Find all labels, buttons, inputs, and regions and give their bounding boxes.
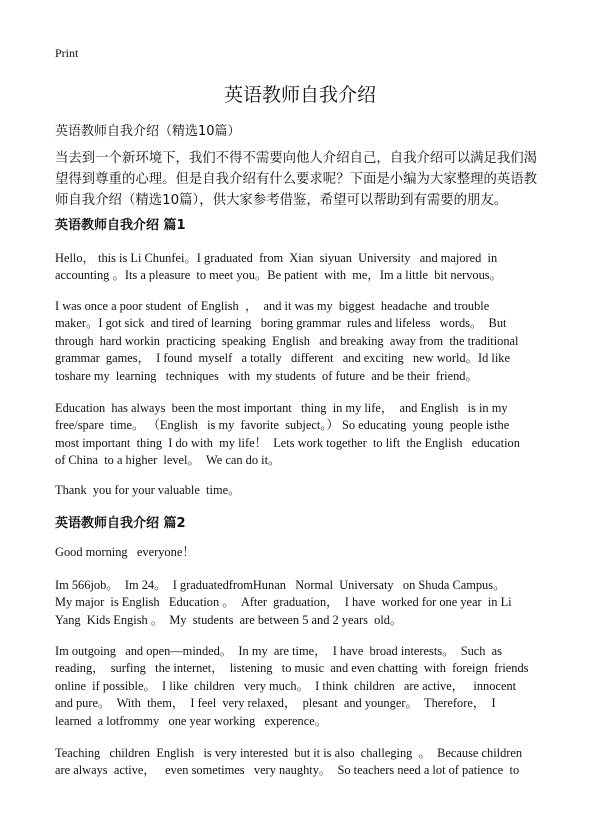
paragraph-line: Yang Kids Engish 。 My students are between 5 and 2 years old。	[55, 612, 403, 627]
paragraph-line: Education has always been the most important thing in my life， and English is in my	[55, 401, 508, 415]
paragraph-line: and pure。 With them， I feel very relaxed， plesant and younger。 Therefore， I	[55, 696, 496, 711]
paragraph	[55, 250, 502, 285]
paragraph	[55, 482, 240, 499]
paragraph	[55, 745, 522, 780]
paragraph	[55, 544, 195, 561]
paragraph	[55, 400, 520, 470]
paragraph-line: accounting 。Its a pleasure to meet you。Be patient with me，Im a little bit nervous。	[55, 268, 502, 283]
paragraph-line: I was once a poor student of English ， and it was my biggest headache and trouble	[55, 299, 490, 313]
section-heading: 英语教师自我介绍 篇2	[55, 516, 186, 531]
paragraph-line: toshare my learning techniques with my students of future and be their friend。	[55, 368, 478, 383]
section-heading: 英语教师自我介绍 篇1	[55, 218, 186, 233]
paragraph-line: Im outgoing and open—minded。 In my are time， I have broad interests。 Such as	[55, 644, 503, 658]
paragraph-line: Im 566job。 Im 24。 I graduatedfromHunan Normal Universaty on Shuda Campus。	[55, 578, 506, 592]
paragraph-line: online if possible。 I like children very much。 I think children are active， innocent	[55, 678, 517, 693]
paragraph-line: grammar games， I found myself a totally different and exciting new world。Id like	[55, 351, 511, 366]
intro-paragraph	[55, 148, 555, 211]
paragraph-line: through hard workin practicing speaking English and breaking away from the traditional	[55, 333, 519, 348]
paragraph	[55, 298, 519, 385]
paragraph-line: Thank you for your valuable time。	[55, 483, 241, 497]
paragraph-line: maker。I got sick and tired of learning boring grammar rules and lifeless words。 But	[55, 316, 507, 331]
paragraph	[55, 643, 529, 730]
paragraph-line: reading， surfing the internet， listening to music and even chatting with foreign friends	[55, 661, 529, 676]
document-subtitle: 英语教师自我介绍（精选10篇）	[55, 124, 241, 139]
document-title: 英语教师自我介绍	[223, 84, 376, 106]
print-link[interactable]: Print	[55, 46, 79, 60]
paragraph-line: learned a lotfrommy one year working experence。	[55, 713, 328, 728]
paragraph-line: most important thing I do with my life！ Lets work together to lift the English education	[55, 435, 520, 450]
paragraph-line: Teaching children English is very interested but it is also challeging 。 Because children	[55, 746, 523, 760]
paragraph-line: Good morning everyone！	[55, 545, 195, 559]
paragraph-line: Hello， this is Li Chunfei。I graduated from Xian siyuan University and majored in	[55, 251, 498, 265]
paragraph-line: free/spare time。 （English is my favorite subject。） So educating young people isthe	[55, 418, 510, 433]
intro-line: 望得到尊重的心理。但是自我介绍有什么要求呢？下面是小编为大家整理的英语教	[55, 172, 538, 187]
paragraph-line: are always active， even sometimes very naughty。 So teachers need a lot of patience to	[55, 763, 520, 778]
paragraph-line: of China to a higher level。 We can do it。	[55, 453, 281, 468]
intro-line: 师自我介绍（精选10篇），供大家参考借鉴，希望可以帮助到有需要的朋友。	[55, 193, 508, 208]
intro-line: 当去到一个新环境下，我们不得不需要向他人介绍自己，自我介绍可以满足我们渴	[55, 151, 538, 166]
paragraph	[55, 577, 512, 629]
paragraph-line: My major is English Education 。 After graduation， I have worked for one year in Li	[55, 595, 512, 610]
